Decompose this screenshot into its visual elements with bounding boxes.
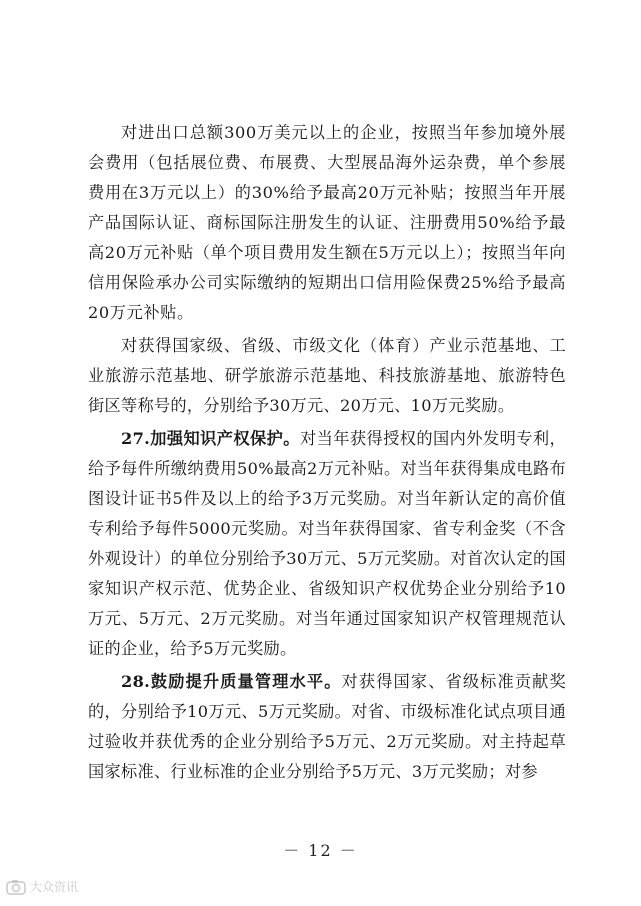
paragraph	[88, 667, 566, 787]
paragraph-body: 对获得国家、省级标准贡献奖的，分别给予10万元、5万元奖励。对省、市级标准化试点项目通过验收并获优秀的企业分别给予5万元、2万元奖励。对主持起草国家标准、行业标准的企业分别给予5万元、3万元奖励；对参	[88, 672, 566, 781]
paragraph	[88, 331, 566, 421]
paragraph-body: 对当年获得授权的国内外发明专利，给予每件所缴纳费用50%最高2万元补贴。对当年获得集成电路布图设计证书5件及以上的给予3万元奖励。对当年新认定的高价值专利给予每件5000元奖励。对当年获得国家、省专利金奖（不含外观设计）的单位分别给予30万元、5万元奖励。对首次认定的国家知识产权示范、优势企业、省级知识产权优势企业分别给予10万元、5万元、2万元奖励。对当年通过国家知识产权管理规范认证的企业，给予5万元奖励。	[88, 429, 566, 658]
paragraph-body: 对进出口总额300万美元以上的企业，按照当年参加境外展会费用（包括展位费、布展费、大型展品海外运杂费，单个参展费用在3万元以上）的30%给予最高20万元补贴；按照当年开展产品国际认证、商标国际注册发生的认证、注册费用50%给予最高20万元补贴（单个项目费用发生额在5万元以上）；按照当年向信用保险承办公司实际缴纳的短期出口信用险保费25%给予最高20万元补贴。	[88, 123, 566, 322]
page-number: － 12 －	[283, 841, 358, 860]
watermark-text: 大众资讯	[30, 880, 79, 894]
document-body	[88, 118, 566, 790]
paragraph-heading: 27.加强知识产权保护。	[121, 429, 300, 448]
watermark	[6, 878, 78, 895]
paragraph	[88, 424, 566, 664]
paragraph-heading: 28.鼓励提升质量管理水平。	[121, 672, 342, 691]
camera-logo-icon	[6, 879, 26, 895]
paragraph	[88, 118, 566, 328]
paragraph-body: 对获得国家级、省级、市级文化（体育）产业示范基地、工业旅游示范基地、研学旅游示范基地、科技旅游基地、旅游特色街区等称号的，分别给予30万元、20万元、10万元奖励。	[88, 336, 566, 415]
